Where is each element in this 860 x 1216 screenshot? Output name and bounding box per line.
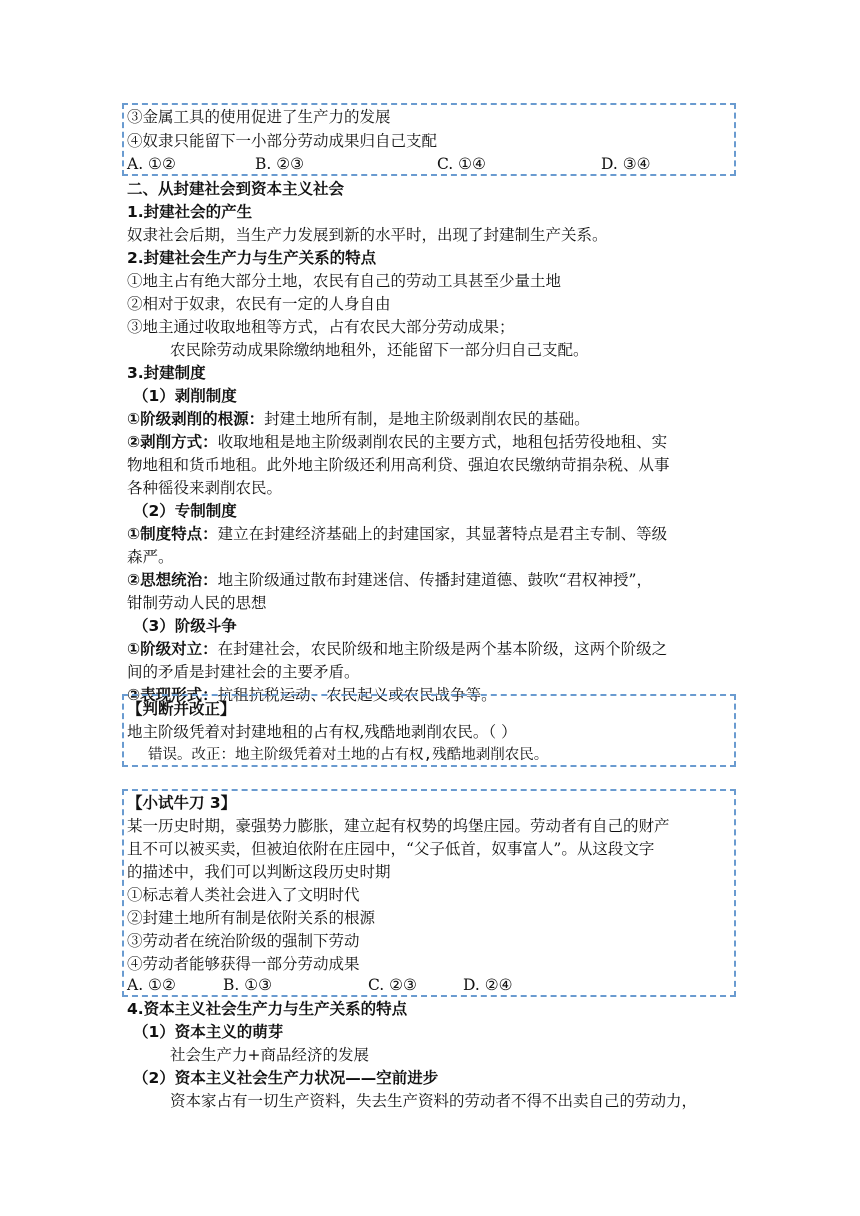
heading-2: 2.封建社会生产力与生产关系的特点 bbox=[127, 249, 377, 267]
question-stem: 某一历史时期，豪强势力膨胀，建立起有权势的坞堡庄园。劳动者有自己的财产 bbox=[127, 817, 670, 835]
subheading-sprouts: （1）资本主义的萌芽 bbox=[133, 1023, 284, 1041]
choice-item: ③劳动者在统治阶级的强制下劳动 bbox=[127, 932, 360, 950]
paragraph-label: ②表现形式： bbox=[127, 686, 218, 704]
option-b: B. ①③ bbox=[223, 976, 273, 994]
box-title: 【小试牛刀 3】 bbox=[127, 794, 237, 812]
paragraph bbox=[127, 638, 667, 662]
paragraph bbox=[127, 523, 667, 547]
paragraph-text: 地主阶级通过散布封建迷信、传播封建道德、鼓吹“君权神授”， bbox=[217, 571, 652, 589]
option-d: D. ③④ bbox=[601, 155, 651, 173]
question-stem: 且不可以被买卖，但被迫依附在庄园中，“父子低首，奴事富人”。从这段文字 bbox=[127, 840, 655, 858]
paragraph-label: ②思想统治： bbox=[127, 571, 218, 589]
paragraph bbox=[127, 408, 590, 432]
option-a: A. ①② bbox=[127, 976, 176, 994]
paragraph-label: ①制度特点： bbox=[127, 525, 218, 543]
option-c: C. ②③ bbox=[368, 976, 417, 994]
choice-item: ①标志着人类社会进入了文明时代 bbox=[127, 886, 360, 904]
question-text: 地主阶级凭着对封建地租的占有权,残酷地剥削农民。（ ） bbox=[127, 723, 517, 741]
option-d: D. ②④ bbox=[463, 976, 513, 994]
paragraph: 社会生产力+商品经济的发展 bbox=[170, 1046, 369, 1064]
paragraph-label: ②剥削方式： bbox=[127, 433, 218, 451]
question-stem: 的描述中，我们可以判断这段历史时期 bbox=[127, 863, 391, 881]
option-item-3: ③金属工具的使用促进了生产力的发展 bbox=[127, 108, 391, 126]
paragraph-text: 抗租抗税运动、农民起义或农民战争等。 bbox=[217, 686, 497, 704]
option-item-4: ④奴隶只能留下一小部分劳动成果归自己支配 bbox=[127, 132, 438, 150]
paragraph-text: 收取地租是地主阶级剥削农民的主要方式，地租包括劳役地租、实 bbox=[217, 433, 668, 451]
paragraph: 资本家占有一切生产资料，失去生产资料的劳动者不得不出卖自己的劳动力， bbox=[170, 1092, 698, 1110]
paragraph-label: ①阶级剥削的根源： bbox=[127, 410, 265, 428]
paragraph: 奴隶社会后期，当生产力发展到新的水平时，出现了封建制生产关系。 bbox=[127, 226, 608, 244]
paragraph-line: 物地租和货币地租。此外地主阶级还利用高利贷、强迫农民缴纳苛捐杂税、从事 bbox=[127, 456, 670, 474]
list-item: ②相对于奴隶，农民有一定的人身自由 bbox=[127, 295, 391, 313]
paragraph-line: 间的矛盾是封建社会的主要矛盾。 bbox=[127, 663, 360, 681]
list-item: ①地主占有绝大部分土地，农民有自己的劳动工具甚至少量土地 bbox=[127, 272, 562, 290]
list-item: ③地主通过收取地租等方式，占有农民大部分劳动成果； bbox=[127, 318, 515, 336]
option-b: B. ②③ bbox=[255, 155, 305, 173]
paragraph bbox=[127, 431, 667, 455]
subheading-autocracy: （2）专制制度 bbox=[133, 502, 237, 520]
paragraph-label: ①阶级对立： bbox=[127, 640, 218, 658]
choice-item: ②封建土地所有制是依附关系的根源 bbox=[127, 909, 376, 927]
paragraph-line: 各种徭役来剥削农民。 bbox=[127, 479, 283, 497]
section-title: 二、从封建社会到资本主义社会 bbox=[127, 180, 345, 198]
paragraph-line: 钳制劳动人民的思想 bbox=[127, 594, 267, 612]
subheading-exploitation: （1）剥削制度 bbox=[133, 387, 237, 405]
subheading-productivity: （2）资本主义社会生产力状况——空前进步 bbox=[133, 1069, 439, 1087]
choice-item: ④劳动者能够获得一部分劳动成果 bbox=[127, 955, 360, 973]
option-c: C. ①④ bbox=[437, 155, 486, 173]
heading-3: 3.封建制度 bbox=[127, 364, 206, 382]
list-item-continued: 农民除劳动成果除缴纳地租外，还能留下一部分归自己支配。 bbox=[170, 341, 589, 359]
heading-4: 4.资本主义社会生产力与生产关系的特点 bbox=[127, 1000, 408, 1018]
heading-1: 1.封建社会的产生 bbox=[127, 203, 253, 221]
paragraph-text: 在封建社会，农民阶级和地主阶级是两个基本阶级，这两个阶级之 bbox=[217, 640, 668, 658]
box-title: 【判断并改正】 bbox=[127, 700, 236, 718]
paragraph bbox=[127, 569, 652, 593]
subheading-class-struggle: （3）阶级斗争 bbox=[133, 617, 237, 635]
paragraph-line: 森严。 bbox=[127, 548, 174, 566]
option-a: A. ①② bbox=[127, 155, 176, 173]
paragraph-text: 建立在封建经济基础上的封建国家，其显著特点是君主专制、等级 bbox=[217, 525, 668, 543]
paragraph-text: 封建土地所有制，是地主阶级剥削农民的基础。 bbox=[264, 410, 590, 428]
answer-text: 错误。改正：地主阶级凭着对土地的占有权,残酷地剥削农民。 bbox=[148, 747, 549, 763]
